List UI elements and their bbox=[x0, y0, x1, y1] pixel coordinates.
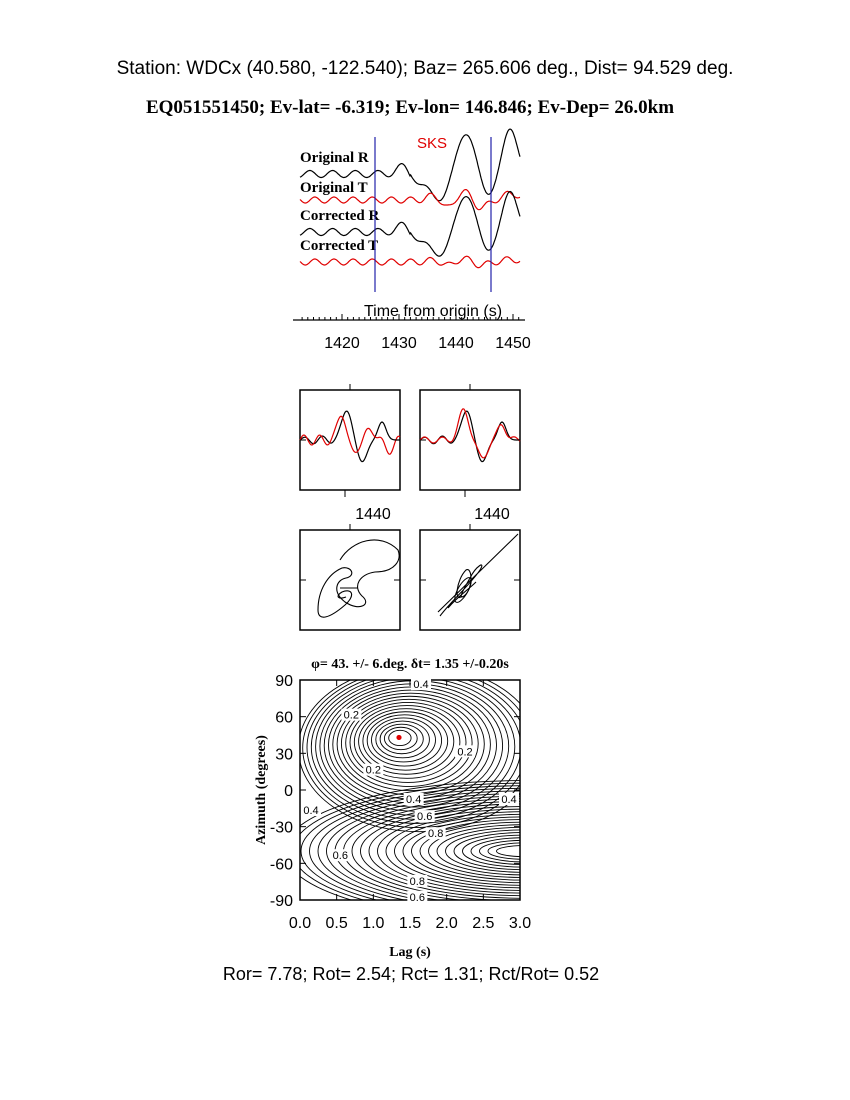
contour-label: 0.4 bbox=[406, 794, 422, 806]
overlay-panel-right bbox=[420, 390, 520, 490]
overlay-panel-left bbox=[300, 390, 400, 490]
azimuth-tick-label: -90 bbox=[269, 893, 293, 910]
azimuth-tick-label: 60 bbox=[275, 709, 293, 727]
contour-line-lower bbox=[497, 846, 554, 857]
contour-line-upper bbox=[376, 721, 430, 758]
particle-motion-original bbox=[318, 540, 399, 617]
particle-motion-panel-right bbox=[420, 530, 520, 630]
contour-line-lower bbox=[332, 796, 715, 906]
contour-ylabel: Azimuth (degrees) bbox=[254, 735, 269, 845]
contour-line-lower bbox=[480, 840, 571, 862]
contour-label: 0.8 bbox=[409, 875, 425, 888]
time-axis-label: Time from origin (s) bbox=[363, 303, 503, 320]
contour-label: 0.2 bbox=[365, 764, 381, 777]
overlay-tick-label-left: 1440 bbox=[355, 506, 391, 523]
overlay-tick-label-right: 1440 bbox=[474, 506, 510, 523]
particle-motion-traces bbox=[318, 534, 518, 617]
contour-line-lower bbox=[488, 843, 562, 859]
lag-tick-label: 0.0 bbox=[288, 915, 312, 932]
overlay-right-black bbox=[420, 411, 520, 462]
contour-line-lower bbox=[420, 822, 630, 880]
contour-line-lower bbox=[310, 788, 741, 914]
trace-label-corrected-r: Corrected R bbox=[300, 208, 380, 224]
contour-line-lower bbox=[454, 833, 596, 870]
contour-line-lower bbox=[395, 814, 656, 888]
contour-line-lower bbox=[463, 835, 588, 867]
contour-line-upper bbox=[329, 687, 497, 803]
contour-label: 0.2 bbox=[457, 746, 473, 759]
trace-label-original-r: Original R bbox=[300, 150, 369, 166]
station-info: Station: WDCx (40.580, -122.540); Baz= 265.606 deg., Dist= 94.529 deg. bbox=[116, 58, 734, 79]
contour-line-lower bbox=[429, 825, 622, 878]
particle-motion-panel-left bbox=[300, 530, 400, 630]
contour-xlabel: Lag (s) bbox=[389, 945, 431, 960]
azimuth-tick-label: -60 bbox=[269, 856, 293, 874]
contour-line-lower bbox=[301, 786, 749, 917]
lag-tick-label: 2.0 bbox=[435, 915, 458, 932]
contour-line-upper bbox=[320, 681, 509, 811]
contour-line-lower bbox=[446, 830, 605, 872]
contour-line-lower bbox=[471, 838, 579, 865]
trace-label-corrected-t: Corrected T bbox=[300, 238, 379, 254]
lag-tick-label: 0.5 bbox=[325, 915, 348, 932]
azimuth-tick-label: 90 bbox=[275, 673, 293, 690]
contour-line-upper bbox=[367, 715, 441, 766]
contour-lines bbox=[284, 665, 766, 921]
trace-label-original-t: Original T bbox=[300, 180, 368, 196]
contour-line-lower bbox=[318, 791, 732, 911]
contour-label: 0.8 bbox=[428, 828, 444, 841]
time-tick-label: 1440 bbox=[438, 335, 474, 352]
contour-line-lower bbox=[437, 827, 613, 875]
contour-label: 0.4 bbox=[501, 794, 517, 806]
best-fit-marker bbox=[396, 735, 401, 740]
azimuth-tick-label: 30 bbox=[275, 746, 293, 764]
lag-tick-label: 2.5 bbox=[472, 915, 495, 932]
phase-label: SKS bbox=[417, 135, 448, 152]
contour-label: 0.6 bbox=[417, 811, 433, 824]
lag-tick-label: 3.0 bbox=[508, 915, 532, 932]
time-tick-label: 1430 bbox=[381, 335, 417, 352]
waveform-trace-3 bbox=[300, 256, 520, 267]
contour-label: 0.6 bbox=[332, 850, 348, 863]
contour-line-upper bbox=[341, 696, 478, 790]
contour-line-lower bbox=[352, 801, 698, 901]
lag-tick-label: 1.0 bbox=[362, 915, 385, 932]
lag-tick-label: 1.5 bbox=[398, 915, 422, 932]
contour-label: 0.6 bbox=[409, 891, 425, 904]
contour-line-lower bbox=[403, 817, 647, 885]
event-info: EQ051551450; Ev-lat= -6.319; Ev-lon= 146.846; Ev-Dep= 26.0km bbox=[145, 97, 675, 118]
overlay-left-red bbox=[300, 416, 400, 454]
ratio-summary: Ror= 7.78; Rot= 2.54; Rct= 1.31; Rct/Rot= 0.52 bbox=[222, 964, 600, 984]
time-tick-label: 1420 bbox=[324, 335, 360, 352]
contour-label: 0.2 bbox=[343, 709, 359, 722]
overlay-traces bbox=[300, 384, 520, 580]
contour-label: 0.4 bbox=[413, 679, 429, 692]
contour-line-lower bbox=[293, 783, 758, 919]
azimuth-tick-label: -30 bbox=[269, 819, 293, 837]
azimuth-tick-label: 0 bbox=[284, 783, 293, 800]
particle-motion-corrected bbox=[438, 534, 518, 616]
contour-title: φ= 43. +/- 6.deg. δt= 1.35 +/-0.20s bbox=[311, 657, 509, 672]
overlay-left-black bbox=[300, 411, 400, 462]
time-tick-label: 1450 bbox=[495, 335, 531, 352]
contour-label: 0.4 bbox=[303, 805, 319, 817]
